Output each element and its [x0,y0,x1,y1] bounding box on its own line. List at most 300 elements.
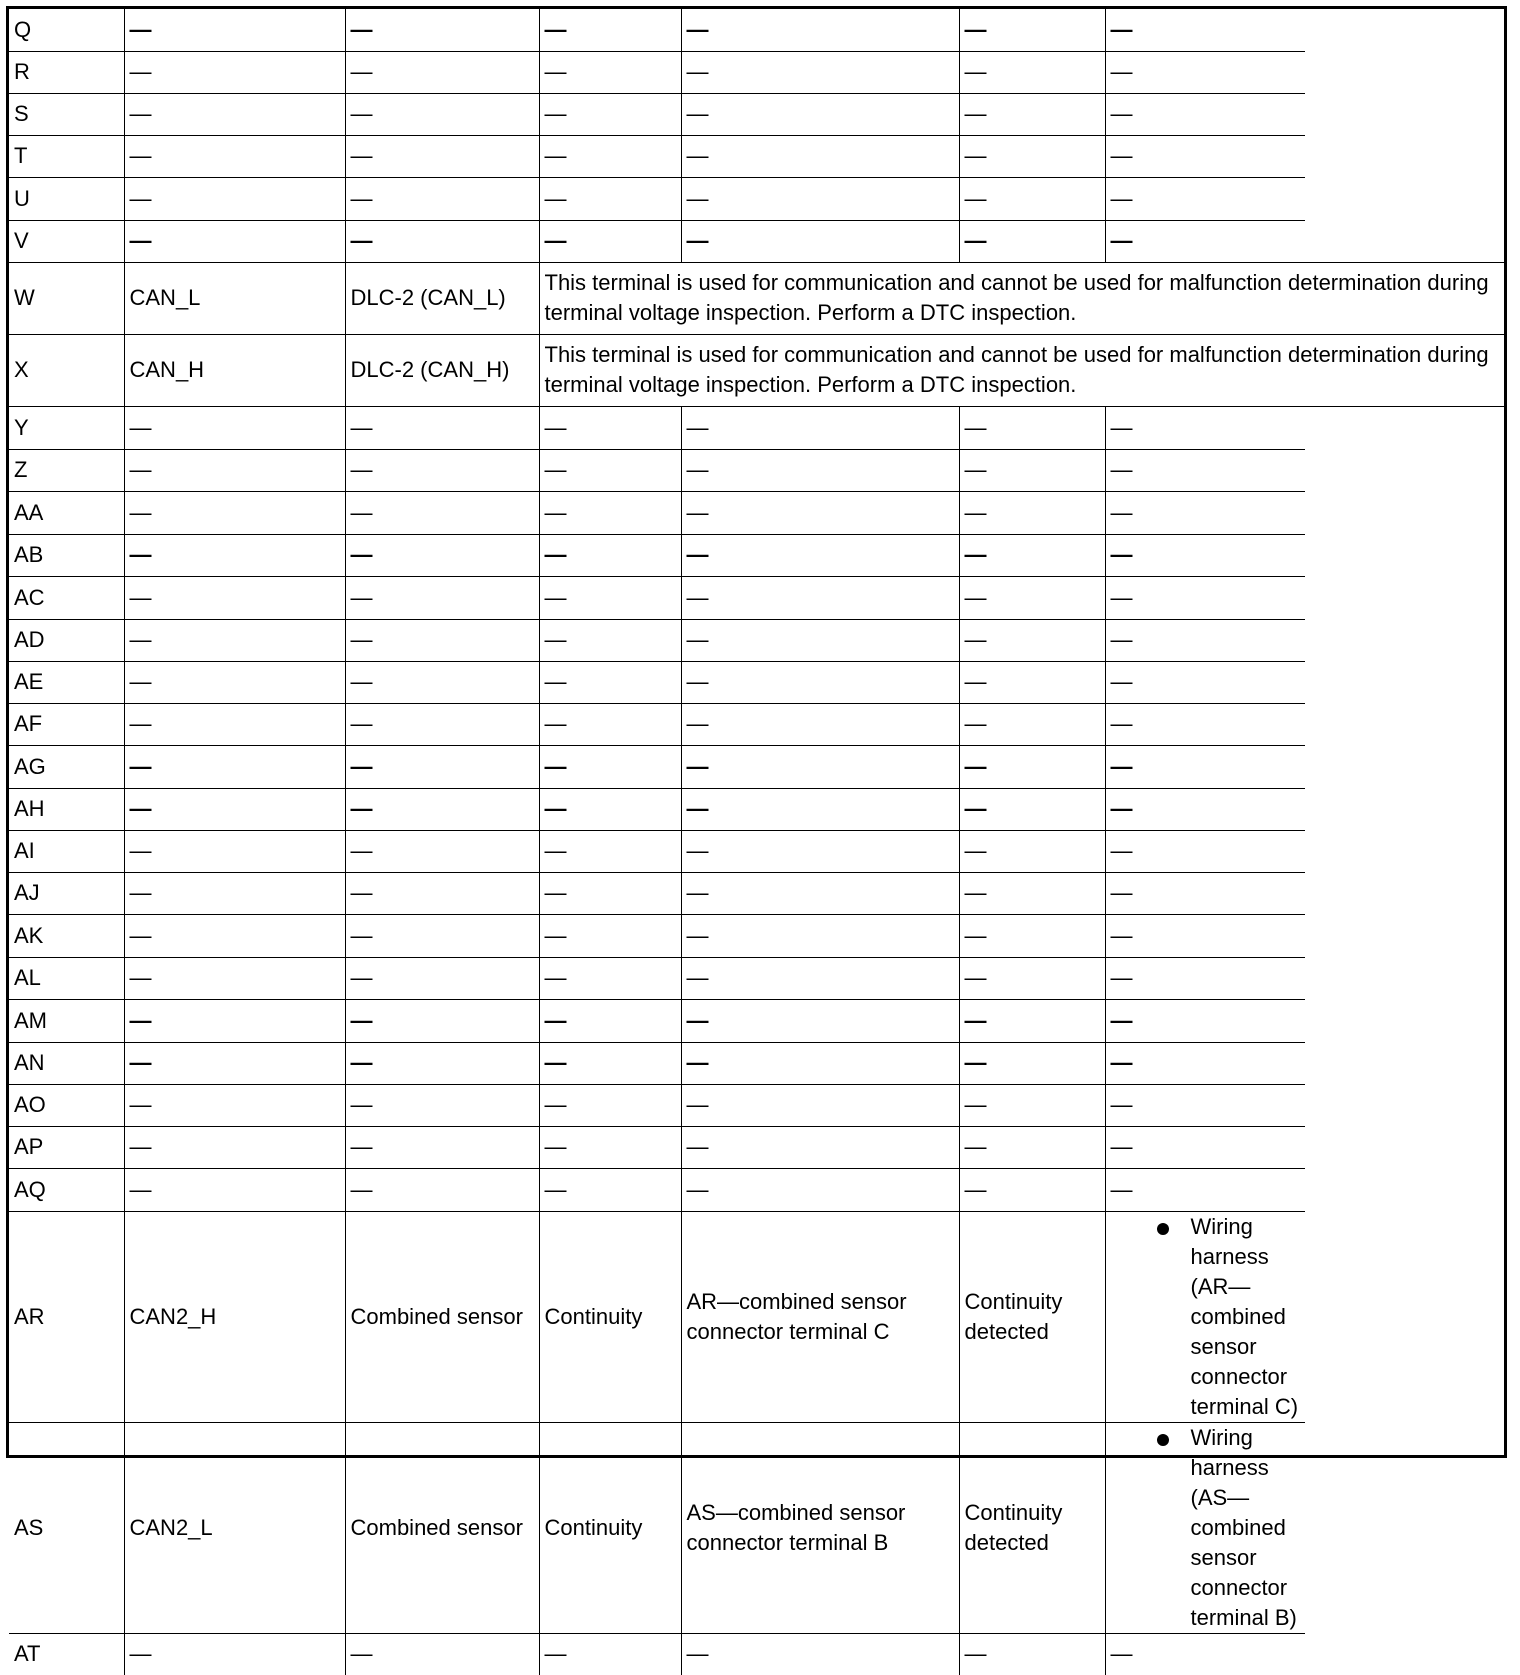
table-row [9,957,1504,999]
signal-cell-text: — [129,1007,152,1033]
terminal-cell [9,957,124,999]
terminal-cell [9,619,124,661]
connected-to-cell [345,619,539,661]
terminal-cell [9,1211,124,1422]
result-cell [959,93,1105,135]
inspection-cell [539,1084,681,1126]
connected-to-cell [345,1422,539,1633]
action-cell [1105,661,1305,703]
action-cell-text: — [1110,584,1133,610]
connected-to-cell-text: — [350,542,373,567]
terminal-cell-text: U [14,185,30,211]
connected-to-cell-text: — [350,185,373,211]
result-cell-text: — [964,584,987,610]
condition-cell [681,220,959,262]
action-cell-text: — [1110,1176,1133,1202]
terminal-cell [9,788,124,830]
table-row [9,534,1504,576]
action-cell-text: — [1110,414,1133,440]
terminal-cell-text: AQ [14,1176,46,1202]
result-cell-text: — [964,838,987,863]
result-cell [959,534,1105,576]
connected-to-cell [345,1211,539,1422]
action-cell [1105,619,1305,661]
terminal-cell [9,51,124,93]
inspection-cell-text: — [544,101,567,126]
table-row [9,619,1504,661]
terminal-cell [9,1084,124,1126]
signal-cell-text: — [129,16,152,42]
result-cell [959,1422,1105,1633]
inspection-cell-text: — [544,880,567,905]
connected-to-cell-text: — [350,1641,373,1667]
table-row [9,262,1504,334]
condition-cell [681,619,959,661]
action-cell [1105,914,1305,957]
terminal-cell-text: AN [14,1050,45,1075]
condition-cell [681,1084,959,1126]
condition-cell [681,491,959,534]
signal-cell-text: — [129,922,152,948]
table-row [9,1168,1504,1211]
result-cell [959,957,1105,999]
connected-to-cell-text: — [350,228,373,253]
signal-cell-text: CAN2_L [129,1514,213,1540]
action-cell [1105,51,1305,93]
action-cell [1105,491,1305,534]
connected-to-cell [345,449,539,491]
terminal-table [9,9,1504,1675]
condition-cell-text: — [686,228,709,253]
inspection-cell-text: — [544,838,567,863]
inspection-cell [539,957,681,999]
action-cell [1105,1126,1305,1168]
condition-cell-text: — [686,1007,709,1033]
inspection-cell-text: — [544,1050,567,1075]
result-cell [959,830,1105,872]
connected-to-cell-text: — [350,753,373,779]
result-cell [959,1042,1105,1084]
terminal-cell [9,745,124,788]
condition-cell-text: AR—combined sensor connector terminal C [686,1288,907,1344]
result-cell-text: — [964,1092,987,1117]
condition-cell-text: — [686,753,709,779]
terminal-cell [9,262,124,334]
signal-cell-text: — [129,1641,152,1667]
connected-to-cell [345,177,539,220]
connected-to-cell-text: — [350,16,373,42]
note-cell-text: This terminal is used for communication and cannot be used for malfunction determination during terminal voltage inspection. Perform a DTC inspection. [544,270,1489,325]
connected-to-cell [345,830,539,872]
inspection-cell [539,406,681,449]
inspection-cell [539,51,681,93]
inspection-cell-text: — [544,185,567,211]
bullet-line: Wiring harness [1190,1213,1269,1269]
inspection-cell [539,177,681,220]
inspection-cell-text: — [544,1007,567,1033]
table-row [9,220,1504,262]
inspection-cell [539,576,681,619]
signal-cell-text: — [129,542,152,567]
table-row [9,449,1504,491]
signal-cell-text: — [129,880,152,905]
signal-cell-text: CAN_H [129,357,205,382]
connected-to-cell [345,1633,539,1675]
condition-cell-text: — [686,59,709,84]
result-cell-text: — [964,669,987,694]
condition-cell [681,177,959,220]
condition-cell [681,9,959,51]
table-row [9,788,1504,830]
terminal-table-container [6,6,1507,1667]
terminal-cell [9,830,124,872]
terminal-cell [9,449,124,491]
connected-to-cell-text: — [350,796,373,821]
condition-cell-text: — [686,1641,709,1667]
condition-cell-text: — [686,542,709,567]
inspection-cell [539,872,681,914]
action-cell-text: — [1110,499,1133,525]
inspection-cell [539,914,681,957]
table-row [9,1126,1504,1168]
signal-cell [124,51,345,93]
connected-to-cell-text: — [350,101,373,126]
action-cell [1105,1168,1305,1211]
connected-to-cell-text: Combined sensor [350,1303,523,1329]
result-cell-text: — [964,1641,987,1667]
inspection-cell-text: — [544,627,567,652]
bullet-line: connector terminal C) [1190,1363,1299,1419]
table-row [9,177,1504,220]
condition-cell-text: — [686,457,709,482]
action-cell [1105,177,1305,220]
result-cell [959,51,1105,93]
result-cell [959,914,1105,957]
table-row [9,872,1504,914]
bullet-item [1157,1423,1300,1633]
bullet-line: (AR—combined sensor [1190,1273,1286,1359]
action-cell [1105,1084,1305,1126]
action-cell-text: — [1110,1641,1133,1667]
terminal-cell-text: AF [14,711,43,736]
action-cell [1105,999,1305,1042]
condition-cell [681,745,959,788]
connected-to-cell [345,999,539,1042]
inspection-cell [539,1126,681,1168]
result-cell-text: — [964,1134,987,1159]
table-row [9,830,1504,872]
connected-to-cell [345,1168,539,1211]
result-cell-text: — [964,753,987,779]
terminal-cell-text: AM [14,1007,47,1033]
condition-cell-text: — [686,414,709,440]
signal-cell [124,262,345,334]
inspection-cell [539,534,681,576]
result-cell-text: — [964,1176,987,1202]
condition-cell-text: — [686,1134,709,1159]
inspection-cell [539,830,681,872]
condition-cell-text: — [686,584,709,610]
action-cell-text: — [1110,542,1133,567]
connected-to-cell [345,220,539,262]
terminal-cell-text: AP [14,1134,44,1159]
condition-cell-text: — [686,101,709,126]
result-cell [959,449,1105,491]
signal-cell-text: — [129,59,152,84]
note-cell-text: This terminal is used for communication and cannot be used for malfunction determination during terminal voltage inspection. Perform a DTC inspection. [544,342,1489,397]
action-cell [1105,9,1305,51]
connected-to-cell-text: — [350,143,373,168]
inspection-cell-text: — [544,457,567,482]
condition-cell-text: — [686,143,709,168]
condition-cell-text: — [686,627,709,652]
inspection-cell-text: Continuity [544,1514,643,1540]
condition-cell [681,872,959,914]
action-cell-text: — [1110,228,1133,253]
condition-cell [681,1042,959,1084]
connected-to-cell [345,703,539,745]
action-cell-text: — [1110,101,1133,126]
terminal-cell-text: AI [14,838,35,863]
condition-cell [681,135,959,177]
signal-cell-text: — [129,753,152,779]
connected-to-cell [345,1126,539,1168]
bullet-list [1111,1423,1300,1633]
inspection-cell [539,999,681,1042]
connected-to-cell-text: — [350,1134,373,1159]
inspection-cell-text: — [544,965,567,990]
signal-cell [124,491,345,534]
inspection-cell-text: — [544,414,567,440]
connected-to-cell-text: — [350,1050,373,1075]
bullet-line: connector terminal B) [1190,1574,1297,1630]
connected-to-cell-text: DLC-2 (CAN_H) [350,357,510,382]
action-cell-text: — [1110,1134,1133,1159]
action-cell-text: — [1110,711,1133,736]
terminal-cell-text: AB [14,542,44,567]
result-cell-text: — [964,414,987,440]
result-cell-text: — [964,627,987,652]
signal-cell [124,914,345,957]
result-cell [959,661,1105,703]
condition-cell-text: — [686,499,709,525]
connected-to-cell [345,1042,539,1084]
signal-cell [124,576,345,619]
signal-cell [124,999,345,1042]
terminal-cell [9,1168,124,1211]
signal-cell-text: — [129,584,152,610]
result-cell-text: — [964,185,987,211]
inspection-cell [539,9,681,51]
result-cell [959,177,1105,220]
bullet-list [1111,1212,1300,1422]
action-cell [1105,872,1305,914]
condition-cell [681,576,959,619]
result-cell [959,1126,1105,1168]
connected-to-cell-text: — [350,838,373,863]
terminal-cell [9,491,124,534]
result-cell [959,703,1105,745]
result-cell [959,619,1105,661]
table-row [9,1633,1504,1675]
signal-cell-text: CAN2_H [129,1303,217,1329]
table-row [9,703,1504,745]
signal-cell-text: — [129,414,152,440]
signal-cell [124,334,345,406]
result-cell-text: Continuity detected [964,1499,1063,1555]
terminal-cell-text: Y [14,414,29,440]
signal-cell [124,1633,345,1675]
condition-cell [681,999,959,1042]
action-cell-text: — [1110,669,1133,694]
inspection-cell-text: — [544,753,567,779]
connected-to-cell-text: — [350,499,373,525]
result-cell [959,491,1105,534]
inspection-cell [539,745,681,788]
result-cell-text: Continuity detected [964,1288,1063,1344]
signal-cell-text: — [129,143,152,168]
inspection-cell-text: — [544,1176,567,1202]
signal-cell [124,534,345,576]
condition-cell-text: AS—combined sensor connector terminal B [686,1499,906,1555]
inspection-cell [539,1422,681,1633]
terminal-cell-text: Q [14,16,32,42]
action-cell-text: — [1110,880,1133,905]
terminal-cell [9,220,124,262]
table-row [9,135,1504,177]
terminal-cell-text: AR [14,1303,45,1329]
action-cell-text: — [1110,753,1133,779]
condition-cell [681,93,959,135]
condition-cell [681,534,959,576]
action-cell-text: — [1110,1007,1133,1033]
action-cell-text: — [1110,627,1133,652]
condition-cell-text: — [686,185,709,211]
condition-cell [681,406,959,449]
action-cell [1105,135,1305,177]
result-cell-text: — [964,880,987,905]
bullet-line: (AS—combined sensor [1190,1484,1286,1570]
signal-cell [124,93,345,135]
result-cell [959,1633,1105,1675]
connected-to-cell [345,745,539,788]
signal-cell [124,1168,345,1211]
terminal-cell-text: V [14,228,29,253]
result-cell [959,406,1105,449]
signal-cell [124,1211,345,1422]
connected-to-cell [345,51,539,93]
result-cell [959,745,1105,788]
note-cell [539,262,1504,334]
connected-to-cell-text: — [350,1176,373,1202]
inspection-cell-text: — [544,1092,567,1117]
action-cell [1105,745,1305,788]
signal-cell-text: CAN_L [129,285,201,310]
action-cell [1105,957,1305,999]
condition-cell [681,830,959,872]
result-cell-text: — [964,457,987,482]
table-row [9,745,1504,788]
action-cell-text: — [1110,185,1133,211]
connected-to-cell [345,534,539,576]
signal-cell [124,1042,345,1084]
connected-to-cell-text: — [350,59,373,84]
terminal-cell-text: AL [14,965,41,990]
inspection-cell-text: — [544,143,567,168]
table-row [9,576,1504,619]
connected-to-cell-text: — [350,880,373,905]
result-cell [959,872,1105,914]
signal-cell [124,406,345,449]
terminal-cell-text: AC [14,584,45,610]
action-cell-text: — [1110,1092,1133,1117]
terminal-cell [9,334,124,406]
inspection-cell [539,703,681,745]
action-cell-text: — [1110,796,1133,821]
terminal-cell-text: AA [14,499,44,525]
terminal-cell-text: AJ [14,880,40,905]
signal-cell-text: — [129,838,152,863]
result-cell-text: — [964,101,987,126]
signal-cell [124,135,345,177]
terminal-cell-text: AH [14,796,45,821]
action-cell [1105,93,1305,135]
result-cell [959,788,1105,830]
connected-to-cell-text: — [350,1092,373,1117]
terminal-cell [9,999,124,1042]
note-cell [539,334,1504,406]
result-cell [959,999,1105,1042]
signal-cell-text: — [129,185,152,211]
connected-to-cell-text: — [350,669,373,694]
inspection-cell [539,449,681,491]
terminal-cell-text: AS [14,1514,44,1540]
condition-cell [681,914,959,957]
action-cell [1105,1633,1305,1675]
result-cell-text: — [964,16,987,42]
action-cell [1105,1042,1305,1084]
condition-cell-text: — [686,796,709,821]
signal-cell [124,619,345,661]
terminal-cell [9,914,124,957]
connected-to-cell-text: — [350,584,373,610]
table-row [9,406,1504,449]
signal-cell-text: — [129,1092,152,1117]
connected-to-cell-text: — [350,457,373,482]
signal-cell-text: — [129,1134,152,1159]
connected-to-cell [345,262,539,334]
signal-cell [124,830,345,872]
signal-cell [124,1422,345,1633]
terminal-cell-text: R [14,59,30,84]
action-cell-text: — [1110,838,1133,863]
action-cell-text: — [1110,922,1133,948]
connected-to-cell-text: — [350,414,373,440]
terminal-cell-text: AD [14,627,45,652]
result-cell-text: — [964,922,987,948]
signal-cell [124,745,345,788]
connected-to-cell-text: — [350,965,373,990]
result-cell [959,1168,1105,1211]
action-cell [1105,576,1305,619]
connected-to-cell [345,406,539,449]
condition-cell [681,51,959,93]
result-cell-text: — [964,711,987,736]
terminal-cell [9,93,124,135]
condition-cell-text: — [686,711,709,736]
signal-cell [124,957,345,999]
action-cell-text: — [1110,59,1133,84]
